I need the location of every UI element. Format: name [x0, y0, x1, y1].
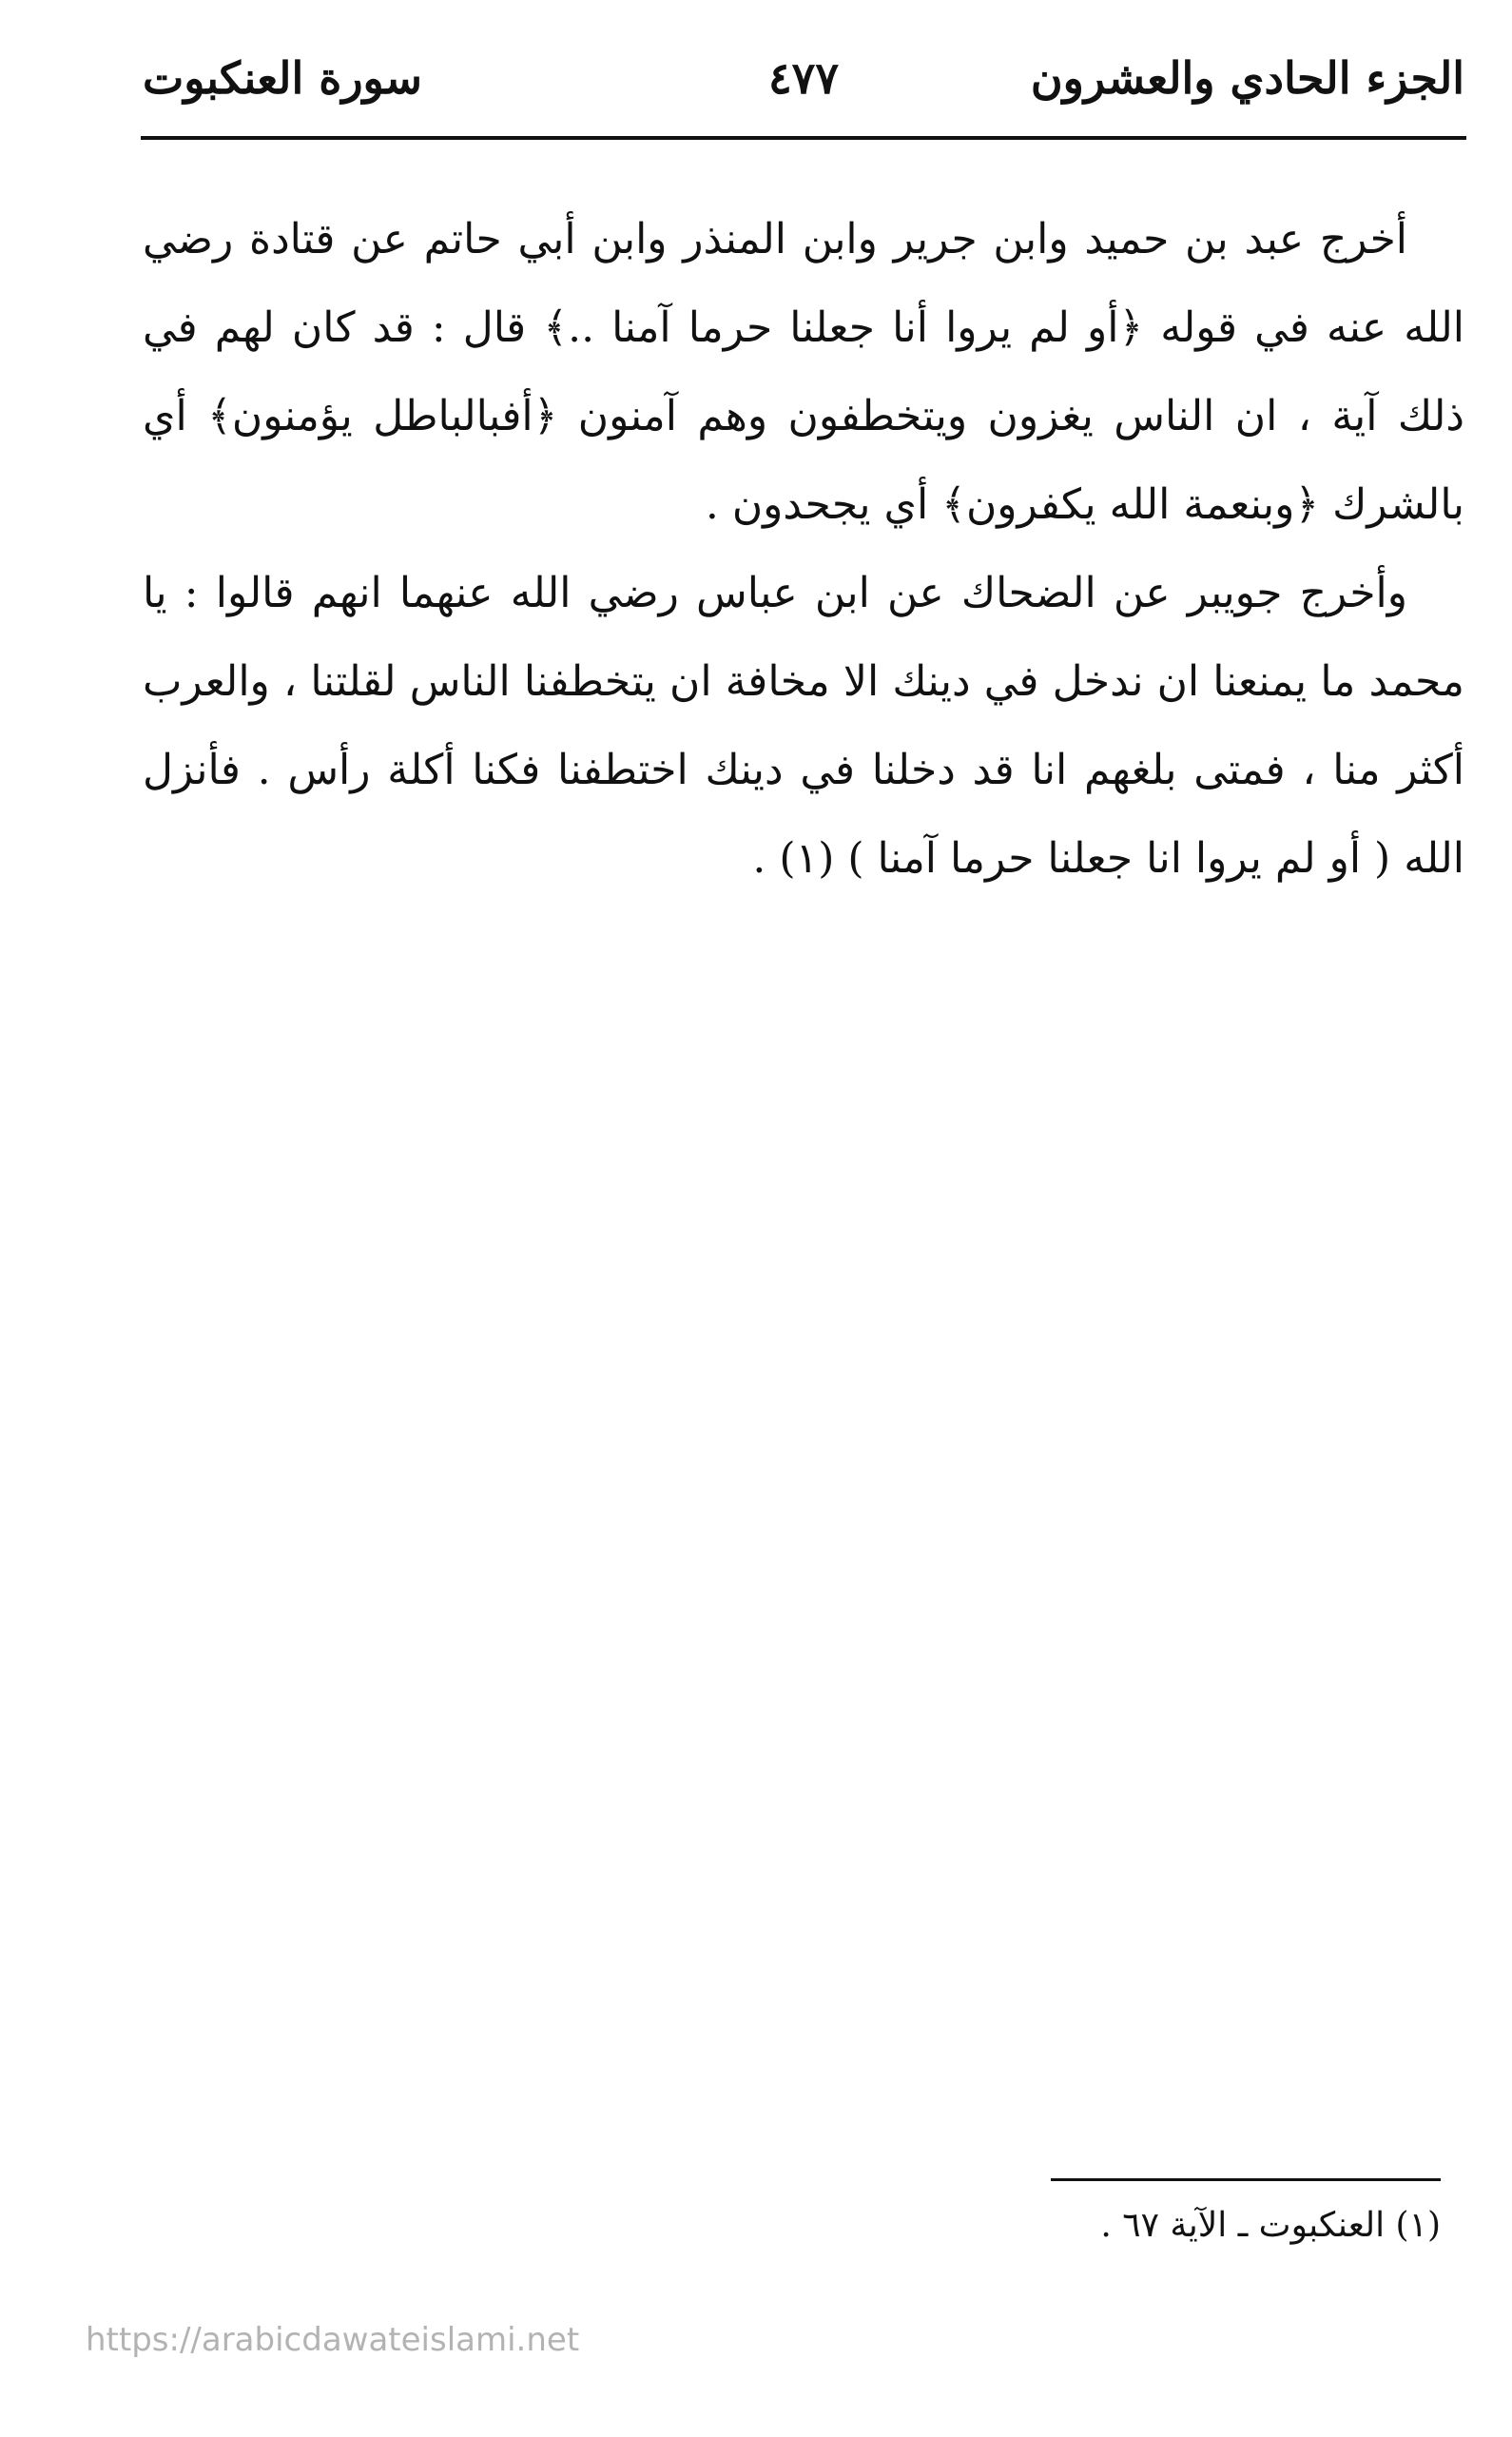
juz-title: الجزء الحادي والعشرون — [1030, 52, 1464, 104]
footnote-divider — [1051, 2178, 1441, 2181]
source-watermark-link[interactable]: https://arabicdawateislami.net — [86, 2321, 580, 2359]
page-number: ٤٧٧ — [767, 52, 840, 104]
running-header — [143, 52, 1464, 128]
surah-title: سورة العنكبوت — [143, 52, 422, 104]
footnote: (١) العنكبوت ـ الآية ٦٧ . — [1100, 2206, 1441, 2245]
paragraph-qatada: أخرج عبد بن حميد وابن جرير وابن المنذر وابن أبي حاتم عن قتادة رضي الله عنه في قوله ﴿أو لم يروا أنا جعلنا حرما آمنا ..﴾ قال : قد كان لهم في ذلك آية ، ان الناس يغزون ويتخطفون وهم آمنون ﴿أفبالباطل يؤمنون﴾ أي بالشرك ﴿وبنعمة الله يكفرون﴾ أي يجحدون . — [143, 215, 1464, 529]
paragraph-juwaybir: وأخرج جويبر عن الضحاك عن ابن عباس رضي الله عنهما انهم قالوا : يا محمد ما يمنعنا ان ندخل في دينك الا مخافة ان يتخطفنا الناس لقلتنا ، والعرب أكثر منا ، فمتى بلغهم انا قد دخلنا في دينك اختطفنا فكنا أكلة رأس . فأنزل الله ( أو لم يروا انا جعلنا حرما آمنا ) (١) . — [143, 569, 1464, 883]
header-divider — [141, 136, 1466, 140]
main-text — [143, 195, 1464, 903]
